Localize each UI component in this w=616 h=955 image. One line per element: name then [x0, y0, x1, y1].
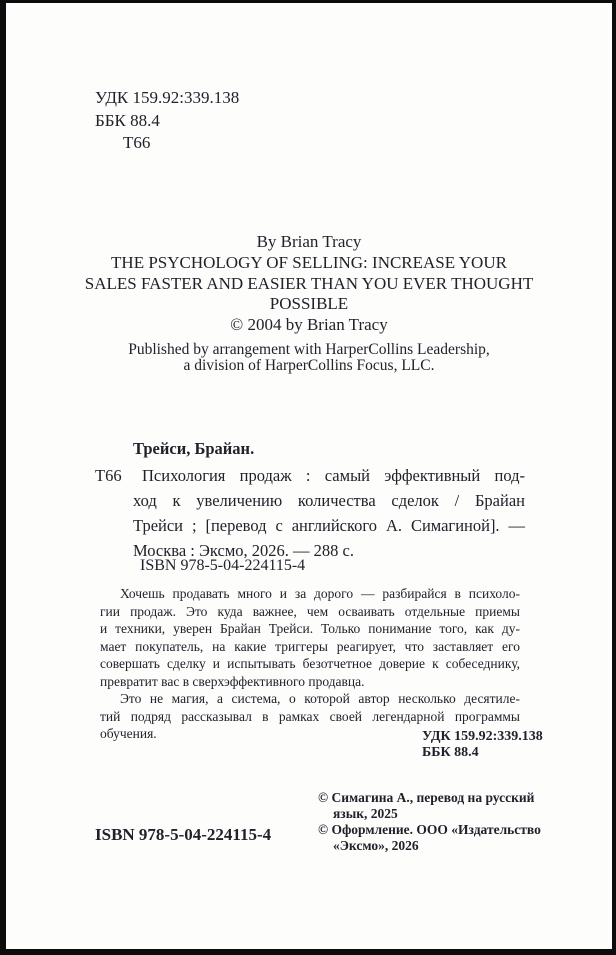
annotation-line: Хочешь продавать много и за дорого — разбирайся в психоло-: [120, 586, 520, 601]
annotation-line: гии продаж. Это куда важнее, чем осваивать отдельные приемы: [100, 603, 520, 619]
publisher-arrangement-line-1: Published by arrangement with HarperCollins Leadership,: [128, 340, 490, 358]
copyright-design-line-2: «Эксмо», 2026: [333, 838, 419, 853]
copyright-translation-line-2: язык, 2025: [333, 806, 398, 821]
catalog-description: [95, 463, 525, 563]
isbn-main: ISBN 978-5-04-224115-4: [95, 825, 272, 844]
catalog-line: ход к увеличению количества сделок / Брайан: [133, 491, 525, 510]
catalog-author-sign: Т66: [95, 466, 122, 485]
catalog-line: Москва : Эксмо, 2026. — 288 с.: [133, 541, 354, 560]
annotation-line: обучения.: [100, 726, 157, 741]
original-title-line-2: SALES FASTER AND EASIER THAN YOU EVER THOUGHT: [84, 273, 534, 293]
bottom-classification-codes: [422, 729, 543, 760]
original-title-line-3: POSSIBLE: [269, 294, 349, 314]
bbk-code-bottom: ББК 88.4: [422, 744, 479, 760]
annotation-line: Это не магия, а система, о которой автор несколько десятиле-: [120, 691, 520, 706]
catalog-author-heading: Трейси, Брайан.: [133, 439, 255, 458]
original-title-block: [6, 232, 612, 374]
catalog-line: Психология продаж : самый эффективный под-: [142, 466, 525, 485]
author-sign-code: Т66: [123, 133, 151, 152]
annotation-line: мает покупатель, на какие триггеры реагирует, что заставляет его: [100, 638, 520, 654]
annotation-line: совершать сделку и испытывать безотчетное доверие к собеседнику,: [100, 656, 520, 671]
publisher-arrangement-line-2: a division of HarperCollins Focus, LLC.: [183, 356, 435, 374]
catalog-line: Трейси ; [перевод с английского А. Симагиной]. —: [133, 516, 525, 535]
annotation-line: тий подряд рассказывал в рамках своей легендарной программы: [100, 708, 520, 724]
catalog-card: [95, 438, 525, 563]
udk-code-bottom: УДК 159.92:339.138: [422, 729, 543, 744]
annotation: [100, 585, 520, 743]
annotation-line: и техники, уверен Брайан Трейси. Только понимание того, как ду-: [100, 621, 520, 636]
original-title-line-1: THE PSYCHOLOGY OF SELLING: INCREASE YOUR: [111, 252, 507, 272]
copyright-block: [318, 790, 553, 854]
annotation-line: превратит вас в сверхэффективного продавца.: [100, 673, 365, 689]
bbk-code: ББК 88.4: [95, 110, 160, 130]
copyright-design-line-1: © Оформление. ООО «Издательство: [318, 822, 541, 837]
top-classification-codes: [95, 87, 239, 155]
original-byline: By Brian Tracy: [256, 232, 362, 251]
original-copyright: © 2004 by Brian Tracy: [230, 315, 388, 335]
isbn-catalog: ISBN 978-5-04-224115-4: [140, 557, 306, 574]
udk-code: УДК 159.92:339.138: [95, 88, 240, 107]
copyright-translation-line-1: © Симагина А., перевод на русский: [318, 790, 535, 805]
